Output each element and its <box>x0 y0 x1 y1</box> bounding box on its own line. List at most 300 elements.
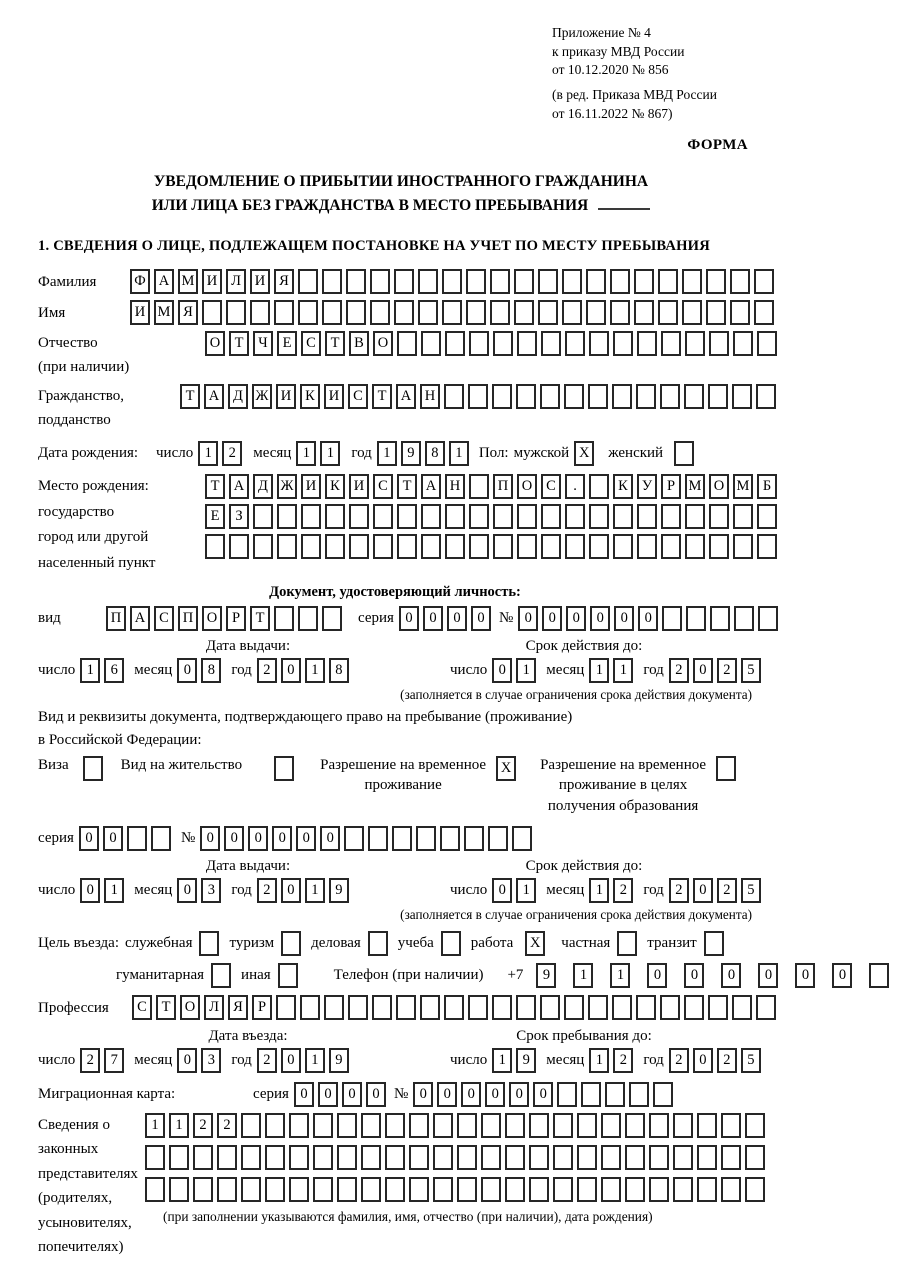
identity-doc-heading: Документ, удостоверяющий личность: <box>269 584 521 601</box>
residence-valid-month-cells <box>589 878 637 903</box>
birth-month-word: месяц <box>253 444 292 461</box>
char-cell: 0 <box>832 963 852 988</box>
char-cell <box>217 1177 237 1202</box>
char-cell <box>127 826 147 851</box>
char-cell <box>469 534 489 559</box>
identity-doc-type-row <box>38 606 792 631</box>
identity-valid-until-date <box>450 658 771 683</box>
char-cell: 0 <box>509 1082 529 1107</box>
char-cell <box>732 995 752 1020</box>
entry-date <box>38 1048 426 1073</box>
char-cell <box>278 963 298 988</box>
purpose-transit-label: транзит <box>647 934 697 951</box>
char-cell: 9 <box>329 1048 349 1073</box>
day-word: число <box>38 662 76 679</box>
char-cell <box>682 269 702 294</box>
char-cell: И <box>349 474 369 499</box>
representatives-label <box>38 1113 145 1260</box>
char-cell <box>601 1113 621 1138</box>
year-word: год <box>643 1051 664 1068</box>
visa-option <box>38 755 107 781</box>
purpose-humanitarian-checkbox <box>204 963 241 988</box>
char-cell <box>250 300 270 325</box>
residence-issue-day-cells <box>80 878 128 903</box>
char-cell: А <box>421 474 441 499</box>
char-cell: О <box>709 474 729 499</box>
title-underline <box>598 208 650 210</box>
char-cell <box>869 963 889 988</box>
char-cell <box>613 331 633 356</box>
migration-series-cells <box>294 1082 390 1107</box>
residence-permit-label: Вид на жительство <box>120 757 243 774</box>
char-cell <box>442 269 462 294</box>
residence-dates-head <box>38 858 792 875</box>
purpose-tourism-label: туризм <box>229 934 275 951</box>
char-cell <box>721 1177 741 1202</box>
char-cell <box>397 534 417 559</box>
char-cell <box>466 269 486 294</box>
char-cell <box>277 504 297 529</box>
identity-issue-date <box>38 658 426 683</box>
char-cell <box>625 1177 645 1202</box>
char-cell: И <box>276 384 296 409</box>
char-cell <box>636 995 656 1020</box>
char-cell <box>637 504 657 529</box>
identity-number-label: № <box>498 610 514 627</box>
char-cell: Т <box>372 384 392 409</box>
char-cell: 0 <box>103 826 123 851</box>
char-cell: 0 <box>294 1082 314 1107</box>
char-cell <box>685 331 705 356</box>
year-word: год <box>643 881 664 898</box>
char-cell <box>553 1145 573 1170</box>
char-cell: 0 <box>638 606 658 631</box>
char-cell <box>349 534 369 559</box>
char-cell <box>418 269 438 294</box>
char-cell <box>229 534 249 559</box>
char-cell <box>169 1177 189 1202</box>
appendix-block <box>552 24 760 123</box>
char-cell <box>289 1177 309 1202</box>
name-row <box>38 300 792 326</box>
patronymic-label-line1: Отчество <box>38 335 98 352</box>
residence-options-row <box>38 755 792 816</box>
char-cell <box>586 269 606 294</box>
char-cell: М <box>733 474 753 499</box>
stay-year-cells <box>669 1048 765 1073</box>
identity-series-cells <box>399 606 495 631</box>
char-cell: Ч <box>253 331 273 356</box>
char-cell: 0 <box>79 826 99 851</box>
char-cell <box>732 384 752 409</box>
char-cell: А <box>204 384 224 409</box>
char-cell <box>708 384 728 409</box>
residence-dates-line <box>38 878 792 903</box>
char-cell <box>613 534 633 559</box>
char-cell <box>660 995 680 1020</box>
char-cell: Л <box>204 995 224 1020</box>
char-cell: 9 <box>329 878 349 903</box>
char-cell <box>444 995 464 1020</box>
char-cell: 8 <box>201 658 221 683</box>
appendix-line: Приложение № 4 <box>552 25 651 40</box>
char-cell: 1 <box>589 658 609 683</box>
char-cell <box>313 1177 333 1202</box>
char-cell <box>684 384 704 409</box>
birth-place-cells <box>205 474 781 564</box>
char-cell <box>709 331 729 356</box>
char-cell <box>617 931 637 956</box>
char-cell <box>658 300 678 325</box>
char-cell: 0 <box>177 658 197 683</box>
char-cell <box>361 1177 381 1202</box>
edu-permit-option <box>540 755 740 816</box>
char-cell <box>289 1113 309 1138</box>
char-cell: Е <box>205 504 225 529</box>
char-cell: 0 <box>485 1082 505 1107</box>
char-cell <box>684 995 704 1020</box>
char-cell: Р <box>226 606 246 631</box>
char-cell <box>756 384 776 409</box>
char-cell <box>514 269 534 294</box>
char-cell <box>348 995 368 1020</box>
char-cell <box>601 1177 621 1202</box>
char-cell: 1 <box>589 1048 609 1073</box>
char-cell: 0 <box>272 826 292 851</box>
char-cell <box>313 1145 333 1170</box>
char-cell <box>211 963 231 988</box>
char-cell <box>265 1113 285 1138</box>
identity-issue-month-cells <box>177 658 225 683</box>
representatives-label-line4: (родителях, <box>38 1190 113 1207</box>
char-cell <box>516 384 536 409</box>
char-cell: . <box>565 474 585 499</box>
temp-permit-label-line2: проживание <box>364 777 442 794</box>
identity-valid-month-cells <box>589 658 637 683</box>
amendment-line: от 16.11.2022 № 867) <box>552 105 673 121</box>
char-cell <box>493 534 513 559</box>
char-cell: 2 <box>217 1113 237 1138</box>
char-cell <box>253 504 273 529</box>
identity-dates-line <box>38 658 792 683</box>
char-cell <box>697 1145 717 1170</box>
char-cell: 1 <box>169 1113 189 1138</box>
residence-permit-checkbox <box>264 755 298 781</box>
char-cell <box>634 300 654 325</box>
residence-validity-note: (заполняется в случае ограничения срока действия документа) <box>400 906 752 922</box>
purpose-work-checkbox <box>518 931 555 956</box>
entry-purpose-row2 <box>38 963 847 988</box>
char-cell: 1 <box>610 963 630 988</box>
char-cell: А <box>229 474 249 499</box>
char-cell <box>396 995 416 1020</box>
char-cell: 2 <box>80 1048 100 1073</box>
char-cell <box>385 1145 405 1170</box>
char-cell <box>637 331 657 356</box>
char-cell <box>708 995 728 1020</box>
char-cell <box>538 300 558 325</box>
purpose-tourism-checkbox <box>274 931 311 956</box>
char-cell <box>517 504 537 529</box>
identity-issue-date-label: Дата выдачи: <box>205 638 291 655</box>
appendix-line: от 10.12.2020 № 856 <box>552 62 669 78</box>
char-cell <box>733 331 753 356</box>
stay-until-label: Срок пребывания до: <box>516 1027 652 1044</box>
char-cell <box>409 1145 429 1170</box>
migration-series-label: серия <box>253 1085 289 1102</box>
char-cell <box>421 534 441 559</box>
char-cell <box>706 300 726 325</box>
char-cell: Ж <box>252 384 272 409</box>
char-cell: И <box>130 300 150 325</box>
char-cell <box>562 300 582 325</box>
char-cell: Н <box>445 474 465 499</box>
char-cell <box>337 1177 357 1202</box>
char-cell <box>469 504 489 529</box>
char-cell: 5 <box>741 658 761 683</box>
residence-valid-day-cells <box>492 878 540 903</box>
month-word: месяц <box>546 881 585 898</box>
char-cell <box>605 1082 625 1107</box>
edu-permit-label-line3: получения образования <box>547 797 699 814</box>
char-cell: И <box>202 269 222 294</box>
char-cell <box>337 1113 357 1138</box>
char-cell <box>409 1177 429 1202</box>
day-word: число <box>450 881 488 898</box>
name-cells <box>130 300 778 325</box>
char-cell: 0 <box>566 606 586 631</box>
residence-series-label: серия <box>38 829 74 846</box>
entry-dates-line <box>38 1048 792 1073</box>
char-cell <box>265 1145 285 1170</box>
purpose-private-checkbox <box>610 931 647 956</box>
char-cell <box>361 1113 381 1138</box>
birth-year-word: год <box>351 444 372 461</box>
char-cell <box>385 1177 405 1202</box>
char-cell <box>756 995 776 1020</box>
char-cell <box>557 1082 577 1107</box>
char-cell: И <box>250 269 270 294</box>
gender-female-checkbox <box>674 441 698 466</box>
char-cell: О <box>517 474 537 499</box>
char-cell: 1 <box>516 878 536 903</box>
char-cell: 1 <box>296 441 316 466</box>
entry-purpose-row1 <box>38 931 792 956</box>
char-cell <box>301 504 321 529</box>
char-cell <box>625 1145 645 1170</box>
entry-month-cells <box>177 1048 225 1073</box>
char-cell: А <box>154 269 174 294</box>
char-cell <box>529 1113 549 1138</box>
char-cell: Д <box>253 474 273 499</box>
char-cell: Я <box>274 269 294 294</box>
char-cell <box>588 384 608 409</box>
migration-number-label: № <box>393 1085 409 1102</box>
patronymic-label <box>38 331 205 379</box>
identity-dates-head <box>38 638 792 655</box>
char-cell <box>373 504 393 529</box>
purpose-transit-checkbox <box>697 931 734 956</box>
char-cell: Т <box>229 331 249 356</box>
char-cell: М <box>154 300 174 325</box>
char-cell: 0 <box>758 963 778 988</box>
citizenship-label-line2: подданство <box>38 412 111 429</box>
birth-place-label-line1: Место рождения: <box>38 478 149 495</box>
char-cell <box>217 1145 237 1170</box>
char-cell: 0 <box>177 1048 197 1073</box>
char-cell: 0 <box>693 878 713 903</box>
char-cell: 0 <box>200 826 220 851</box>
char-cell: 0 <box>518 606 538 631</box>
char-cell <box>709 504 729 529</box>
representatives-row <box>38 1113 792 1260</box>
char-cell <box>673 1145 693 1170</box>
citizenship-row <box>38 384 792 432</box>
visa-checkbox <box>73 755 107 781</box>
char-cell: Т <box>205 474 225 499</box>
residence-series-row <box>38 826 792 851</box>
char-cell <box>416 826 436 851</box>
char-cell: 0 <box>492 658 512 683</box>
char-cell <box>637 534 657 559</box>
month-word: месяц <box>546 1051 585 1068</box>
char-cell <box>481 1113 501 1138</box>
surname-label: Фамилия <box>38 274 97 291</box>
surname-cells <box>130 269 778 294</box>
char-cell <box>370 269 390 294</box>
char-cell <box>440 826 460 851</box>
char-cell: Л <box>226 269 246 294</box>
char-cell <box>481 1145 501 1170</box>
char-cell: 1 <box>449 441 469 466</box>
char-cell <box>145 1177 165 1202</box>
purpose-private-label: частная <box>561 934 611 951</box>
char-cell <box>564 995 584 1020</box>
purpose-business-label: деловая <box>311 934 361 951</box>
char-cell <box>661 331 681 356</box>
char-cell: К <box>300 384 320 409</box>
char-cell: 0 <box>684 963 704 988</box>
char-cell <box>433 1113 453 1138</box>
char-cell <box>733 534 753 559</box>
char-cell <box>716 756 736 781</box>
migration-number-cells <box>413 1082 677 1107</box>
char-cell: 0 <box>614 606 634 631</box>
char-cell: П <box>106 606 126 631</box>
char-cell <box>706 269 726 294</box>
char-cell <box>441 931 461 956</box>
char-cell <box>660 384 680 409</box>
char-cell: С <box>373 474 393 499</box>
month-word: месяц <box>134 662 173 679</box>
char-cell: 2 <box>613 878 633 903</box>
representatives-cells-row1 <box>145 1113 769 1138</box>
day-word: число <box>450 662 488 679</box>
purpose-other-label: иная <box>241 966 271 983</box>
char-cell <box>457 1113 477 1138</box>
char-cell: И <box>324 384 344 409</box>
char-cell <box>577 1113 597 1138</box>
char-cell: О <box>180 995 200 1020</box>
char-cell <box>649 1177 669 1202</box>
char-cell <box>397 504 417 529</box>
char-cell <box>685 534 705 559</box>
char-cell <box>686 606 706 631</box>
stay-day-cells <box>492 1048 540 1073</box>
char-cell: 1 <box>305 658 325 683</box>
char-cell <box>658 269 678 294</box>
char-cell <box>492 384 512 409</box>
char-cell <box>368 826 388 851</box>
birth-year-cells <box>377 441 473 466</box>
char-cell <box>151 826 171 851</box>
form-title <box>38 170 792 218</box>
birth-place-row <box>38 474 792 576</box>
char-cell <box>613 504 633 529</box>
identity-type-cells <box>106 606 346 631</box>
char-cell <box>241 1145 261 1170</box>
char-cell <box>298 606 318 631</box>
char-cell: 1 <box>492 1048 512 1073</box>
char-cell <box>612 995 632 1020</box>
month-word: месяц <box>134 1051 173 1068</box>
entry-dates-head <box>38 1028 792 1045</box>
char-cell: Н <box>420 384 440 409</box>
char-cell <box>370 300 390 325</box>
char-cell: 2 <box>257 878 277 903</box>
char-cell: Т <box>156 995 176 1020</box>
char-cell <box>653 1082 673 1107</box>
char-cell: 6 <box>104 658 124 683</box>
birth-place-cells-row3 <box>205 534 781 559</box>
char-cell <box>610 269 630 294</box>
year-word: год <box>643 662 664 679</box>
char-cell <box>277 534 297 559</box>
citizenship-cells <box>180 384 780 409</box>
patronymic-cells <box>205 331 781 356</box>
form-title-line1: УВЕДОМЛЕНИЕ О ПРИБЫТИИ ИНОСТРАННОГО ГРАЖДАНИНА <box>153 173 649 191</box>
char-cell: И <box>301 474 321 499</box>
char-cell <box>493 504 513 529</box>
char-cell: 0 <box>281 878 301 903</box>
char-cell: 1 <box>589 878 609 903</box>
char-cell <box>346 300 366 325</box>
patronymic-row <box>38 331 792 379</box>
forma-label: ФОРМА <box>687 137 748 154</box>
char-cell: С <box>301 331 321 356</box>
char-cell <box>481 1177 501 1202</box>
purpose-work-label: работа <box>470 934 514 951</box>
char-cell <box>685 504 705 529</box>
amendment-line: (в ред. Приказа МВД России <box>552 86 717 102</box>
char-cell <box>202 300 222 325</box>
phone-cells <box>529 963 899 988</box>
char-cell <box>457 1177 477 1202</box>
char-cell <box>636 384 656 409</box>
char-cell: 2 <box>193 1113 213 1138</box>
char-cell <box>586 300 606 325</box>
char-cell <box>493 331 513 356</box>
residence-intro-line2: в Российской Федерации: <box>38 732 202 749</box>
gender-label: Пол: <box>478 444 509 461</box>
migration-card-row <box>38 1082 792 1107</box>
char-cell: 3 <box>201 1048 221 1073</box>
identity-issue-day-cells <box>80 658 128 683</box>
char-cell: 1 <box>613 658 633 683</box>
char-cell: М <box>685 474 705 499</box>
char-cell <box>541 534 561 559</box>
identity-type-label: вид <box>38 610 61 627</box>
